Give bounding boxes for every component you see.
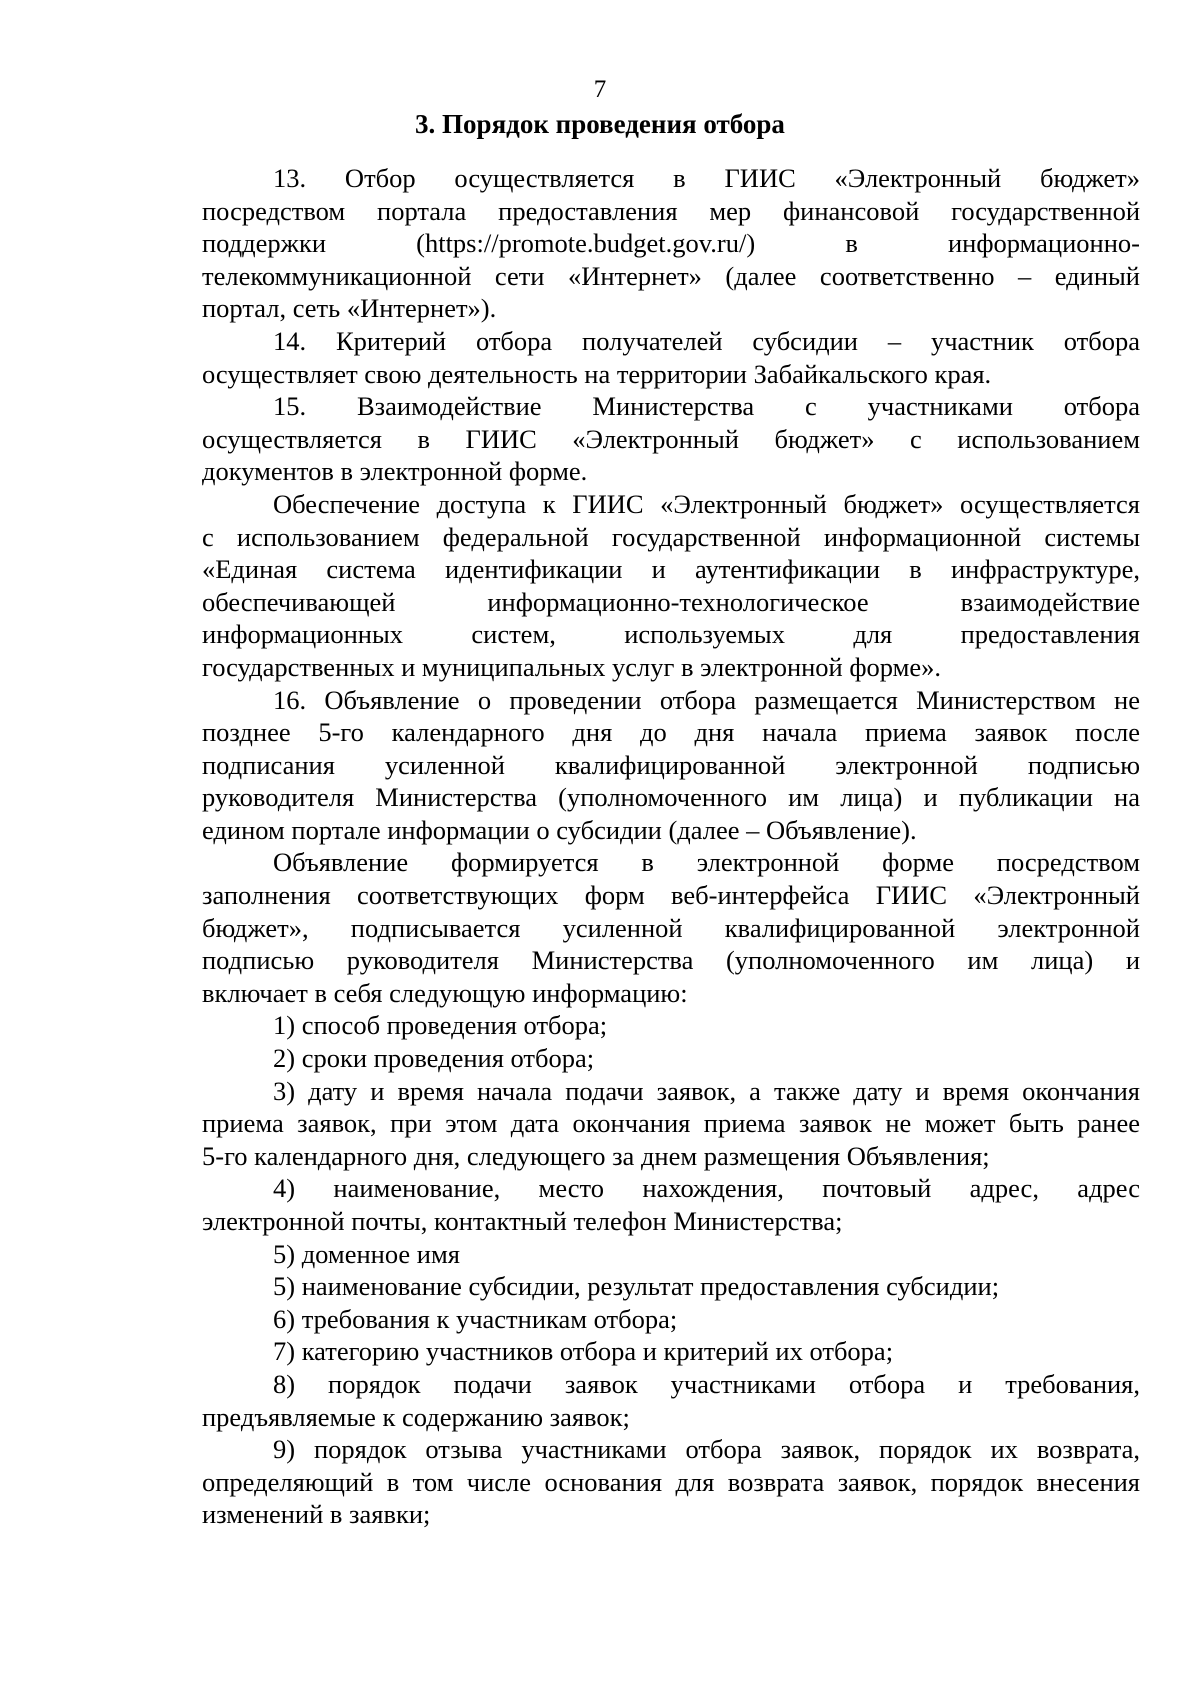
paragraph-line: приема заявок, при этом дата окончания приема заявок не может быть ранее	[202, 1108, 1140, 1139]
paragraph-line: «Единая система идентификации и аутентификации в инфраструктуре,	[202, 554, 1140, 585]
paragraph-line: 14. Критерий отбора получателей субсидии – участник отбора	[273, 325, 1140, 356]
paragraph-line: включает в себя следующую информацию:	[202, 977, 688, 1008]
paragraph-line: обеспечивающей информационно-технологическое взаимодействие	[202, 586, 1140, 617]
paragraph-line: портал, сеть «Интернет»).	[202, 293, 497, 324]
paragraph-line: документов в электронной форме.	[202, 456, 588, 487]
section-title: 3. Порядок проведения отбора	[415, 109, 785, 139]
paragraph-line: 5) наименование субсидии, результат предоставления субсидии;	[273, 1271, 1000, 1302]
paragraph-line: посредством портала предоставления мер финансовой государственной	[202, 195, 1140, 226]
paragraph-line: Обеспечение доступа к ГИИС «Электронный бюджет» осуществляется	[273, 488, 1140, 519]
paragraph-line: Объявление формируется в электронной форме посредством	[273, 847, 1140, 878]
paragraph-line: 6) требования к участникам отбора;	[273, 1303, 678, 1334]
paragraph-line: руководителя Министерства (уполномоченного им лица) и публикации на	[202, 782, 1140, 813]
paragraph-line: предъявляемые к содержанию заявок;	[202, 1401, 630, 1432]
paragraph-line: электронной почты, контактный телефон Министерства;	[202, 1206, 843, 1236]
paragraph-line: 9) порядок отзыва участниками отбора заявок, порядок их возврата,	[273, 1434, 1140, 1465]
paragraph-line: поддержки (https://promote.budget.gov.ru/) в информационно-	[202, 228, 1140, 259]
paragraph-line: позднее 5-го календарного дня до дня начала приема заявок после	[202, 717, 1140, 748]
paragraph-line: 15. Взаимодействие Министерства с участниками отбора	[273, 391, 1140, 422]
paragraph-line: изменений в заявки;	[202, 1499, 431, 1530]
paragraph-line: 5-го календарного дня, следующего за днем размещения Объявления;	[202, 1140, 990, 1171]
paragraph-line: телекоммуникационной сети «Интернет» (далее соответственно – единый	[202, 260, 1140, 291]
paragraph-line: 2) сроки проведения отбора;	[273, 1043, 595, 1074]
paragraph-line: осуществляет свою деятельность на территории Забайкальского края.	[202, 358, 992, 389]
document-body	[202, 162, 1140, 1531]
paragraph-line: едином портале информации о субсидии (далее – Объявление).	[202, 814, 917, 845]
paragraph-line: 16. Объявление о проведении отбора размещается Министерством не	[273, 684, 1140, 715]
paragraph-line: 3) дату и время начала подачи заявок, а также дату и время окончания	[273, 1075, 1140, 1106]
paragraph-line: 7) категорию участников отбора и критерий их отбора;	[273, 1336, 894, 1367]
paragraph-line: определяющий в том числе основания для возврата заявок, порядок внесения	[202, 1466, 1140, 1497]
paragraph-line: информационных систем, используемых для предоставления	[202, 619, 1140, 650]
paragraph-line: с использованием федеральной государственной информационной системы	[202, 521, 1140, 552]
paragraph-line: бюджет», подписывается усиленной квалифицированной электронной	[202, 912, 1140, 943]
paragraph-line: 5) доменное имя	[273, 1238, 460, 1269]
paragraph-line: подписью руководителя Министерства (уполномоченного им лица) и	[202, 945, 1140, 976]
paragraph-line: 4) наименование, место нахождения, почтовый адрес, адрес	[273, 1173, 1140, 1204]
paragraph-line: подписания усиленной квалифицированной электронной подписью	[202, 749, 1140, 780]
paragraph-line: государственных и муниципальных услуг в электронной форме».	[202, 651, 942, 682]
paragraph-line: 1) способ проведения отбора;	[273, 1010, 608, 1041]
page-number: 7	[593, 76, 607, 103]
paragraph-line: 13. Отбор осуществляется в ГИИС «Электронный бюджет»	[273, 163, 1140, 193]
paragraph-line: осуществляется в ГИИС «Электронный бюджет» с использованием	[202, 423, 1140, 454]
paragraph-line: заполнения соответствующих форм веб-интерфейса ГИИС «Электронный	[202, 880, 1140, 911]
paragraph-line: 8) порядок подачи заявок участниками отбора и требования,	[273, 1368, 1140, 1399]
